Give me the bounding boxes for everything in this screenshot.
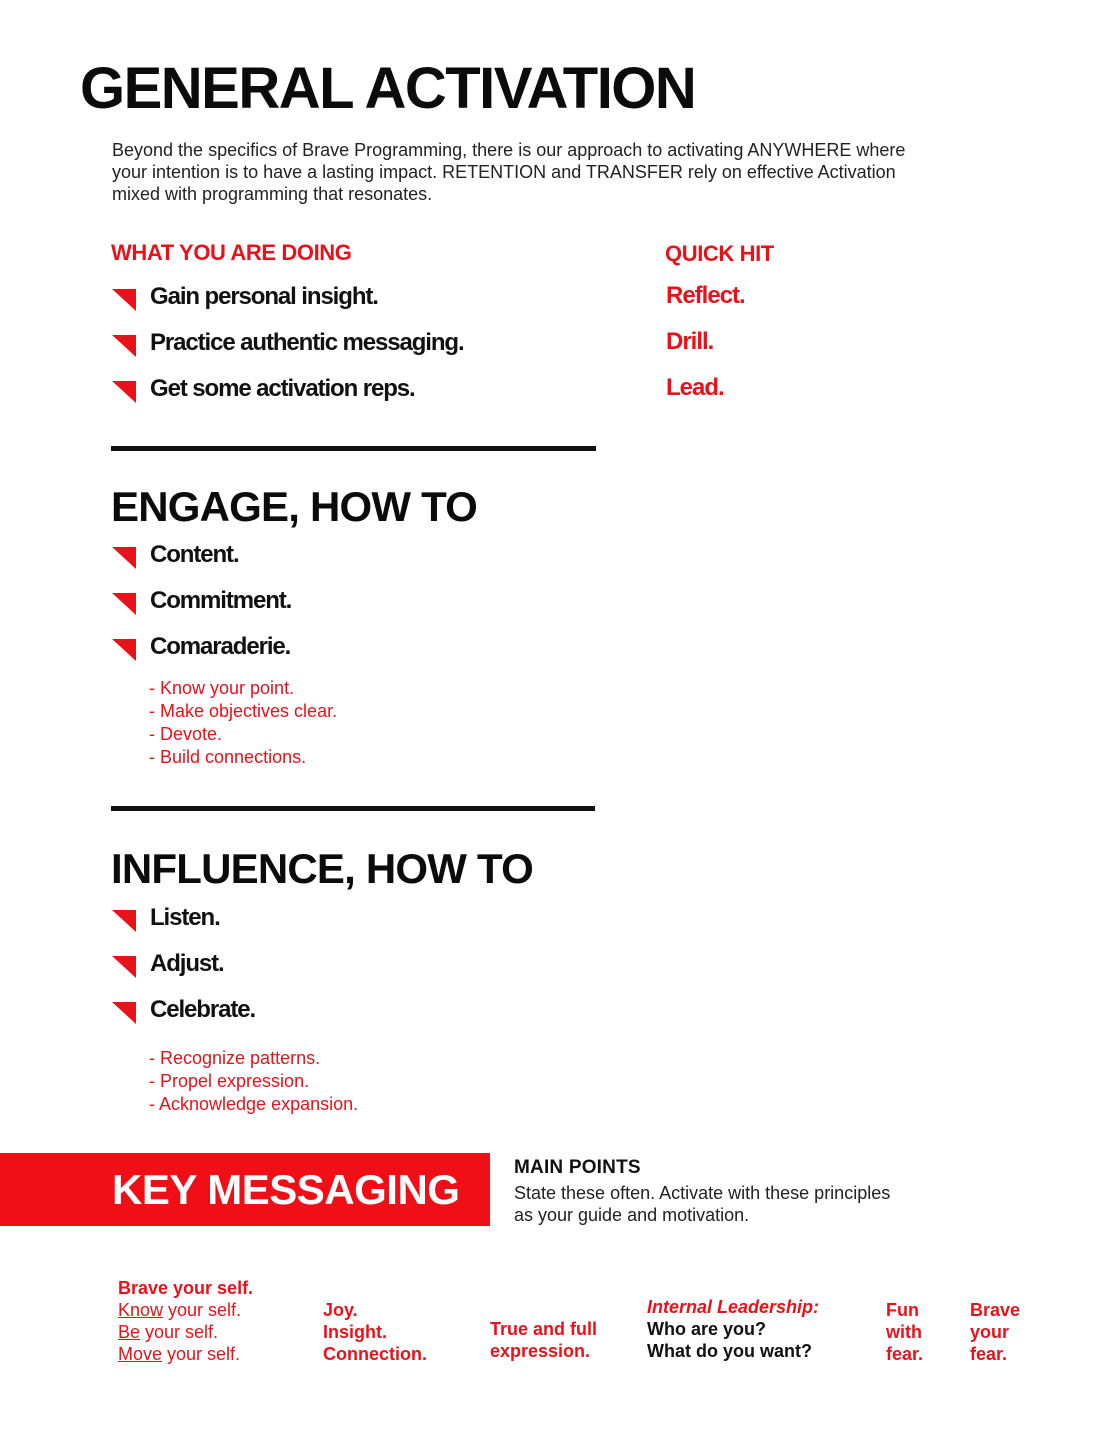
- list-item-label: Get some activation reps.: [150, 375, 415, 402]
- list-item: [112, 374, 592, 420]
- message-line: your: [970, 1322, 1010, 1342]
- list-item-label: Comaraderie.: [150, 633, 291, 660]
- quick-hit-item: Lead.: [666, 374, 724, 401]
- message-line: fear.: [886, 1344, 924, 1364]
- list-item: [112, 282, 592, 328]
- red-triangle-icon: [112, 956, 136, 978]
- message-col-fun-with-fear: [886, 1299, 923, 1365]
- message-line: Move your self.: [118, 1344, 241, 1364]
- red-triangle-icon: [112, 639, 136, 661]
- key-messaging-banner: [0, 1153, 490, 1226]
- key-messaging-title: KEY MESSAGING: [112, 1166, 460, 1213]
- divider: [111, 446, 596, 451]
- list-item: [112, 632, 592, 678]
- message-line: Connection.: [323, 1344, 427, 1364]
- sub-item: - Devote.: [149, 724, 223, 744]
- message-line: with: [886, 1322, 922, 1342]
- quick-hit-item: Reflect.: [666, 282, 745, 309]
- list-item-label: Gain personal insight.: [150, 283, 378, 310]
- red-triangle-icon: [112, 547, 136, 569]
- red-triangle-icon: [112, 593, 136, 615]
- influence-sublist: [149, 1047, 358, 1116]
- quick-hit-list: [666, 281, 866, 419]
- page-title: GENERAL ACTIVATION: [80, 56, 696, 121]
- message-line: Be your self.: [118, 1322, 219, 1342]
- message-line: True and full: [490, 1319, 598, 1339]
- main-points-text: State these often. Activate with these principles as your guide and motivation.: [514, 1183, 891, 1225]
- message-col-joy: [323, 1299, 427, 1365]
- doing-list: [112, 282, 592, 420]
- divider: [111, 806, 595, 811]
- message-line: fear.: [970, 1344, 1008, 1364]
- list-item: [112, 995, 592, 1041]
- red-triangle-icon: [112, 335, 136, 357]
- engage-list: [112, 540, 592, 678]
- message-line: Insight.: [323, 1322, 387, 1342]
- red-triangle-icon: [112, 289, 136, 311]
- message-heading: Internal Leadership:: [647, 1297, 820, 1317]
- list-item: [112, 328, 592, 374]
- list-item-label: Celebrate.: [150, 996, 256, 1023]
- message-line: expression.: [490, 1341, 591, 1361]
- engage-heading: ENGAGE, HOW TO: [111, 483, 478, 530]
- message-col-brave-fear: [970, 1299, 1020, 1365]
- list-item-label: Listen.: [150, 904, 220, 931]
- red-triangle-icon: [112, 910, 136, 932]
- message-line: What do you want?: [647, 1341, 812, 1361]
- list-item: [112, 540, 592, 586]
- message-heading: Brave your self.: [118, 1278, 254, 1298]
- influence-heading: INFLUENCE, HOW TO: [111, 845, 533, 892]
- influence-list: [112, 903, 592, 1041]
- list-item: [112, 586, 592, 632]
- message-line: Brave: [970, 1300, 1021, 1320]
- message-line: Joy.: [323, 1300, 358, 1320]
- doing-heading: WHAT YOU ARE DOING: [111, 240, 352, 265]
- sub-item: - Acknowledge expansion.: [149, 1094, 359, 1114]
- list-item-label: Practice authentic messaging.: [150, 329, 464, 356]
- engage-sublist: [149, 677, 337, 769]
- quick-hit-item: Drill.: [666, 328, 714, 355]
- sub-item: - Know your point.: [149, 678, 295, 698]
- message-col-internal-leadership: [647, 1296, 819, 1362]
- sub-item: - Build connections.: [149, 747, 307, 767]
- red-triangle-icon: [112, 1002, 136, 1024]
- message-col-expression: [490, 1318, 597, 1362]
- intro-paragraph: Beyond the specifics of Brave Programming, there is our approach to activating ANYWHERE where your intention is to have a lasting impact. RETENTION and TRANSFER rely on effective Activation mixed with programming that resonates.: [112, 140, 906, 204]
- main-points-title: MAIN POINTS: [514, 1157, 641, 1178]
- list-item: [112, 903, 592, 949]
- sub-item: - Propel expression.: [149, 1071, 310, 1091]
- message-line: Know your self.: [118, 1300, 242, 1320]
- list-item-label: Commitment.: [150, 587, 292, 614]
- sub-item: - Make objectives clear.: [149, 701, 338, 721]
- sub-item: - Recognize patterns.: [149, 1048, 321, 1068]
- list-item-label: Adjust.: [150, 950, 224, 977]
- quick-hit-heading: QUICK HIT: [665, 241, 774, 266]
- list-item-label: Content.: [150, 541, 239, 568]
- message-line: Who are you?: [647, 1319, 767, 1339]
- message-col-brave-self: [118, 1277, 253, 1365]
- red-triangle-icon: [112, 381, 136, 403]
- list-item: [112, 949, 592, 995]
- message-line: Fun: [886, 1300, 919, 1320]
